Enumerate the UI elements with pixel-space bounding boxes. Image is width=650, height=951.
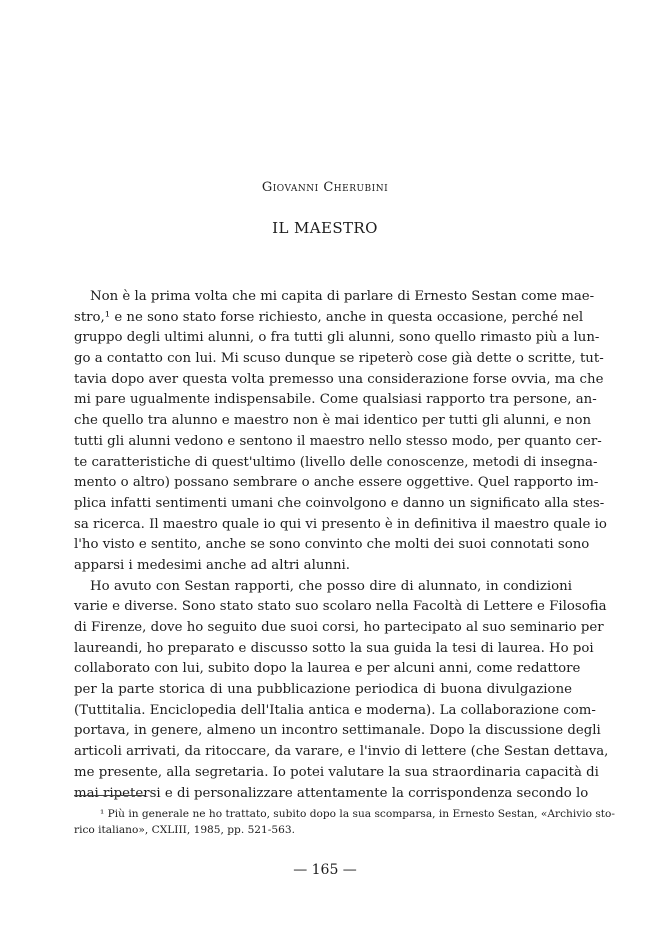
text-line: apparsi i medesimi anche ad altri alunni. bbox=[74, 557, 351, 573]
text-line: sa ricerca. Il maestro quale io qui vi presento è in definitiva il maestro quale io bbox=[74, 516, 607, 532]
author-name: Giovanni Cherubini bbox=[261, 180, 389, 195]
text-line: go a contatto con lui. Mi scuso dunque se ripeterò cose già dette o scritte, tut- bbox=[74, 351, 604, 367]
text-line: gruppo degli ultimi alunni, o fra tutti gli alunni, sono quello rimasto più a lun- bbox=[74, 330, 600, 346]
text-line: che quello tra alunno e maestro non è mai identico per tutti gli alunni, e non bbox=[74, 413, 592, 429]
chapter-title: IL MAESTRO bbox=[272, 219, 378, 237]
text-line: varie e diverse. Sono stato stato suo scolaro nella Facoltà di Lettere e Filosofia bbox=[74, 599, 607, 615]
footnote-divider bbox=[74, 795, 146, 796]
text-line: me presente, alla segretaria. Io potei valutare la sua straordinaria capacità di bbox=[74, 764, 599, 780]
text-line: l'ho visto e sentito, anche se sono convinto che molti dei suoi connotati sono bbox=[74, 537, 590, 553]
text-line: (Tuttitalia. Enciclopedia dell'Italia antica e moderna). La collaborazione com- bbox=[74, 702, 596, 718]
footnote bbox=[74, 806, 615, 838]
text-line: mento o altro) possano sembrare o anche essere oggettive. Quel rapporto im- bbox=[74, 475, 599, 491]
text-line: laureandi, ho preparato e discusso sotto la sua guida la tesi di laurea. Ho poi bbox=[74, 640, 594, 656]
text-line: Ho avuto con Sestan rapporti, che posso dire di alunnato, in condizioni bbox=[90, 578, 572, 594]
text-line: tutti gli alunni vedono e sentono il maestro nello stesso modo, per quanto cer- bbox=[74, 433, 602, 449]
body-text bbox=[74, 287, 609, 804]
footnote-line: rico italiano», CXLIII, 1985, pp. 521-563. bbox=[74, 824, 295, 836]
text-line: te caratteristiche di quest'ultimo (livello delle conoscenze, metodi di insegna- bbox=[74, 454, 598, 470]
footnote-line: ¹ Più in generale ne ho trattato, subito dopo la sua scomparsa, in Ernesto Sestan, «Archivio sto- bbox=[100, 808, 615, 820]
text-line: articoli arrivati, da ritoccare, da varare, e l'invio di lettere (che Sestan dettava, bbox=[74, 744, 609, 760]
text-line: tavia dopo aver questa volta premesso una considerazione forse ovvia, ma che bbox=[74, 371, 604, 387]
text-line: per la parte storica di una pubblicazione periodica di buona divulgazione bbox=[74, 682, 572, 698]
text-line: stro,¹ e ne sono stato forse richiesto, anche in questa occasione, perché nel bbox=[74, 309, 584, 325]
text-line: mai ripetersi e di personalizzare attentamente la corrispondenza secondo lo bbox=[74, 785, 589, 801]
text-line: plica infatti sentimenti umani che coinvolgono e danno un significato alla stes- bbox=[74, 495, 605, 511]
text-line: mi pare ugualmente indispensabile. Come qualsiasi rapporto tra persone, an- bbox=[74, 392, 597, 408]
page-number: — 165 — bbox=[293, 862, 357, 878]
text-line: Non è la prima volta che mi capita di parlare di Ernesto Sestan come mae- bbox=[90, 289, 595, 304]
text-line: di Firenze, dove ho seguito due suoi corsi, ho partecipato al suo seminario per bbox=[74, 620, 604, 635]
text-line: portava, in genere, almeno un incontro settimanale. Dopo la discussione degli bbox=[74, 723, 601, 739]
text-line: collaborato con lui, subito dopo la laurea e per alcuni anni, come redattore bbox=[74, 661, 581, 677]
